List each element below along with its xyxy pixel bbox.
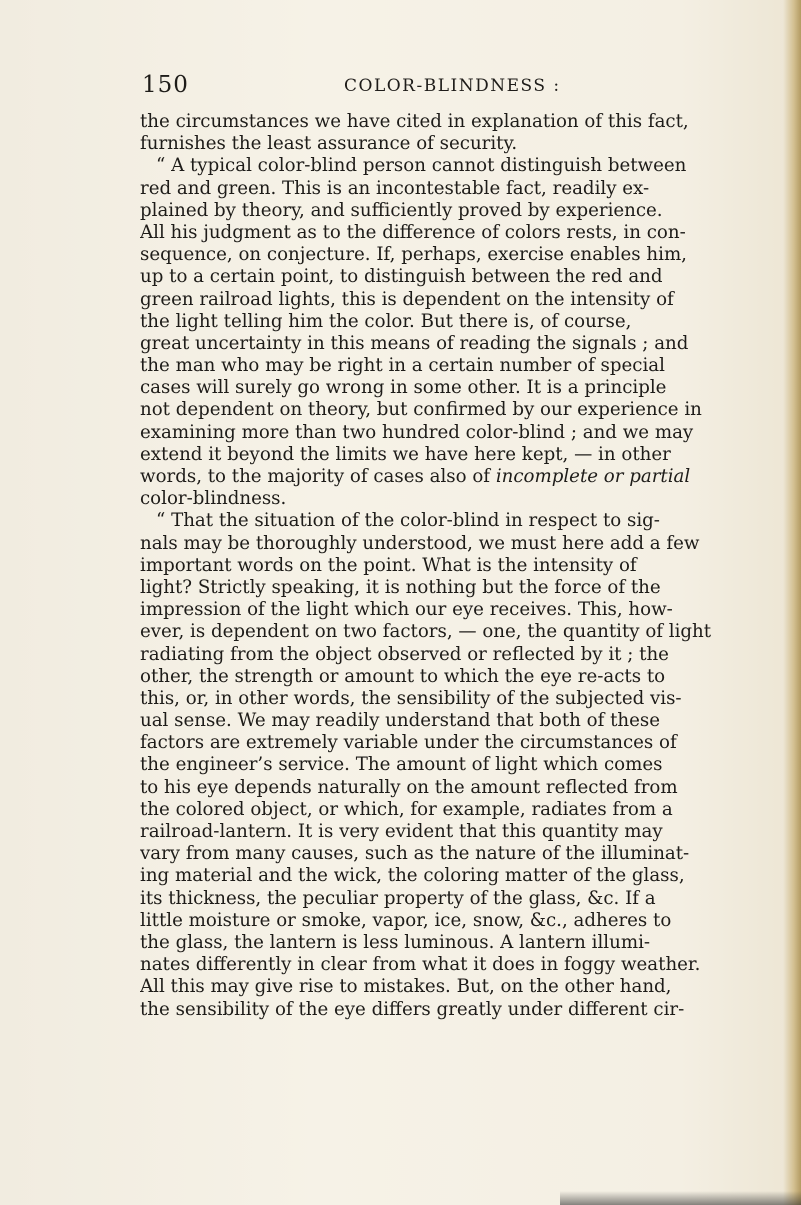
page-binding-edge <box>783 0 801 1205</box>
text-line: railroad-lantern. It is very evident that this quantity may <box>140 821 663 842</box>
text-line: nals may be thoroughly understood, we must here add a few <box>140 532 700 554</box>
text-line: not dependent on theory, but confirmed by our experience in <box>140 399 702 421</box>
text-line: important words on the point. What is the intensity of <box>140 554 637 576</box>
text-line: ever, is dependent on two factors, — one, the quantity of light <box>140 621 712 643</box>
text-line: ual sense. We may readily understand that both of these <box>140 710 661 732</box>
text-line: red and green. This is an incontestable fact, readily ex- <box>140 177 650 199</box>
text-line: the engineer’s service. The amount of light which comes <box>140 754 663 776</box>
text-line: plained by theory, and sufficiently proved by experience. <box>140 199 663 221</box>
text-line: furnishes the least assurance of security. <box>140 133 518 155</box>
text-line: green railroad lights, this is dependent on the intensity of <box>140 288 674 310</box>
text-line: light? Strictly speaking, it is nothing but the force of the <box>140 576 661 598</box>
body-text <box>140 111 716 1021</box>
text-line: cases will surely go wrong in some other. It is a principle <box>140 377 667 399</box>
text-line: the light telling him the color. But there is, of course, <box>140 310 632 332</box>
running-title: COLOR-BLINDNESS : <box>344 76 561 96</box>
text-line: impression of the light which our eye receives. This, how- <box>140 599 673 621</box>
text-line: the sensibility of the eye differs greatly under different cir- <box>140 998 685 1020</box>
text-line: ing material and the wick, the coloring matter of the glass, <box>140 865 685 887</box>
text-line: the man who may be right in a certain number of special <box>140 355 665 377</box>
text-line: All this may give rise to mistakes. But, on the other hand, <box>140 976 672 998</box>
text-line: the circumstances we have cited in explanation of this fact, <box>140 111 689 132</box>
running-head <box>142 72 714 102</box>
paragraph-start-line: “ A typical color-blind person cannot distinguish between <box>156 155 687 177</box>
text-line: factors are extremely variable under the circumstances of <box>140 732 677 754</box>
text-line-with-italic <box>140 466 716 488</box>
text-line: nates differently in clear from what it does in foggy weather. <box>140 954 701 976</box>
italic-phrase: incomplete or partial <box>495 466 691 487</box>
text-line: great uncertainty in this means of reading the signals ; and <box>140 332 689 354</box>
text-line: its thickness, the peculiar property of the glass, &c. If a <box>140 887 656 909</box>
page-bottom-shadow <box>560 1191 801 1205</box>
text-line: the colored object, or which, for example, radiates from a <box>140 798 673 820</box>
page-number: 150 <box>142 72 189 98</box>
paragraph-start-line: “ That the situation of the color-blind in respect to sig- <box>156 510 660 532</box>
text-line: sequence, on conjecture. If, perhaps, exercise enables him, <box>140 244 687 266</box>
text-line: this, or, in other words, the sensibility of the subjected vis- <box>140 687 682 709</box>
text-line: little moisture or smoke, vapor, ice, snow, &c., adheres to <box>140 909 672 931</box>
text-line: All his judgment as to the difference of colors rests, in con- <box>140 221 686 243</box>
text-line: examining more than two hundred color-blind ; and we may <box>140 421 694 443</box>
text-line: extend it beyond the limits we have here kept, — in other <box>140 443 671 465</box>
text-line: up to a certain point, to distinguish between the red and <box>140 266 663 288</box>
text-line: color-blindness. <box>140 488 287 510</box>
text-line: the glass, the lantern is less luminous. A lantern illumi- <box>140 931 651 953</box>
text-line: radiating from the object observed or reflected by it ; the <box>140 643 669 665</box>
text-line: to his eye depends naturally on the amount reflected from <box>140 776 678 798</box>
text-line: other, the strength or amount to which the eye re-acts to <box>140 665 666 687</box>
text-line-segment: words, to the majority of cases also of <box>140 466 496 487</box>
text-line: vary from many causes, such as the nature of the illuminat- <box>140 843 690 865</box>
